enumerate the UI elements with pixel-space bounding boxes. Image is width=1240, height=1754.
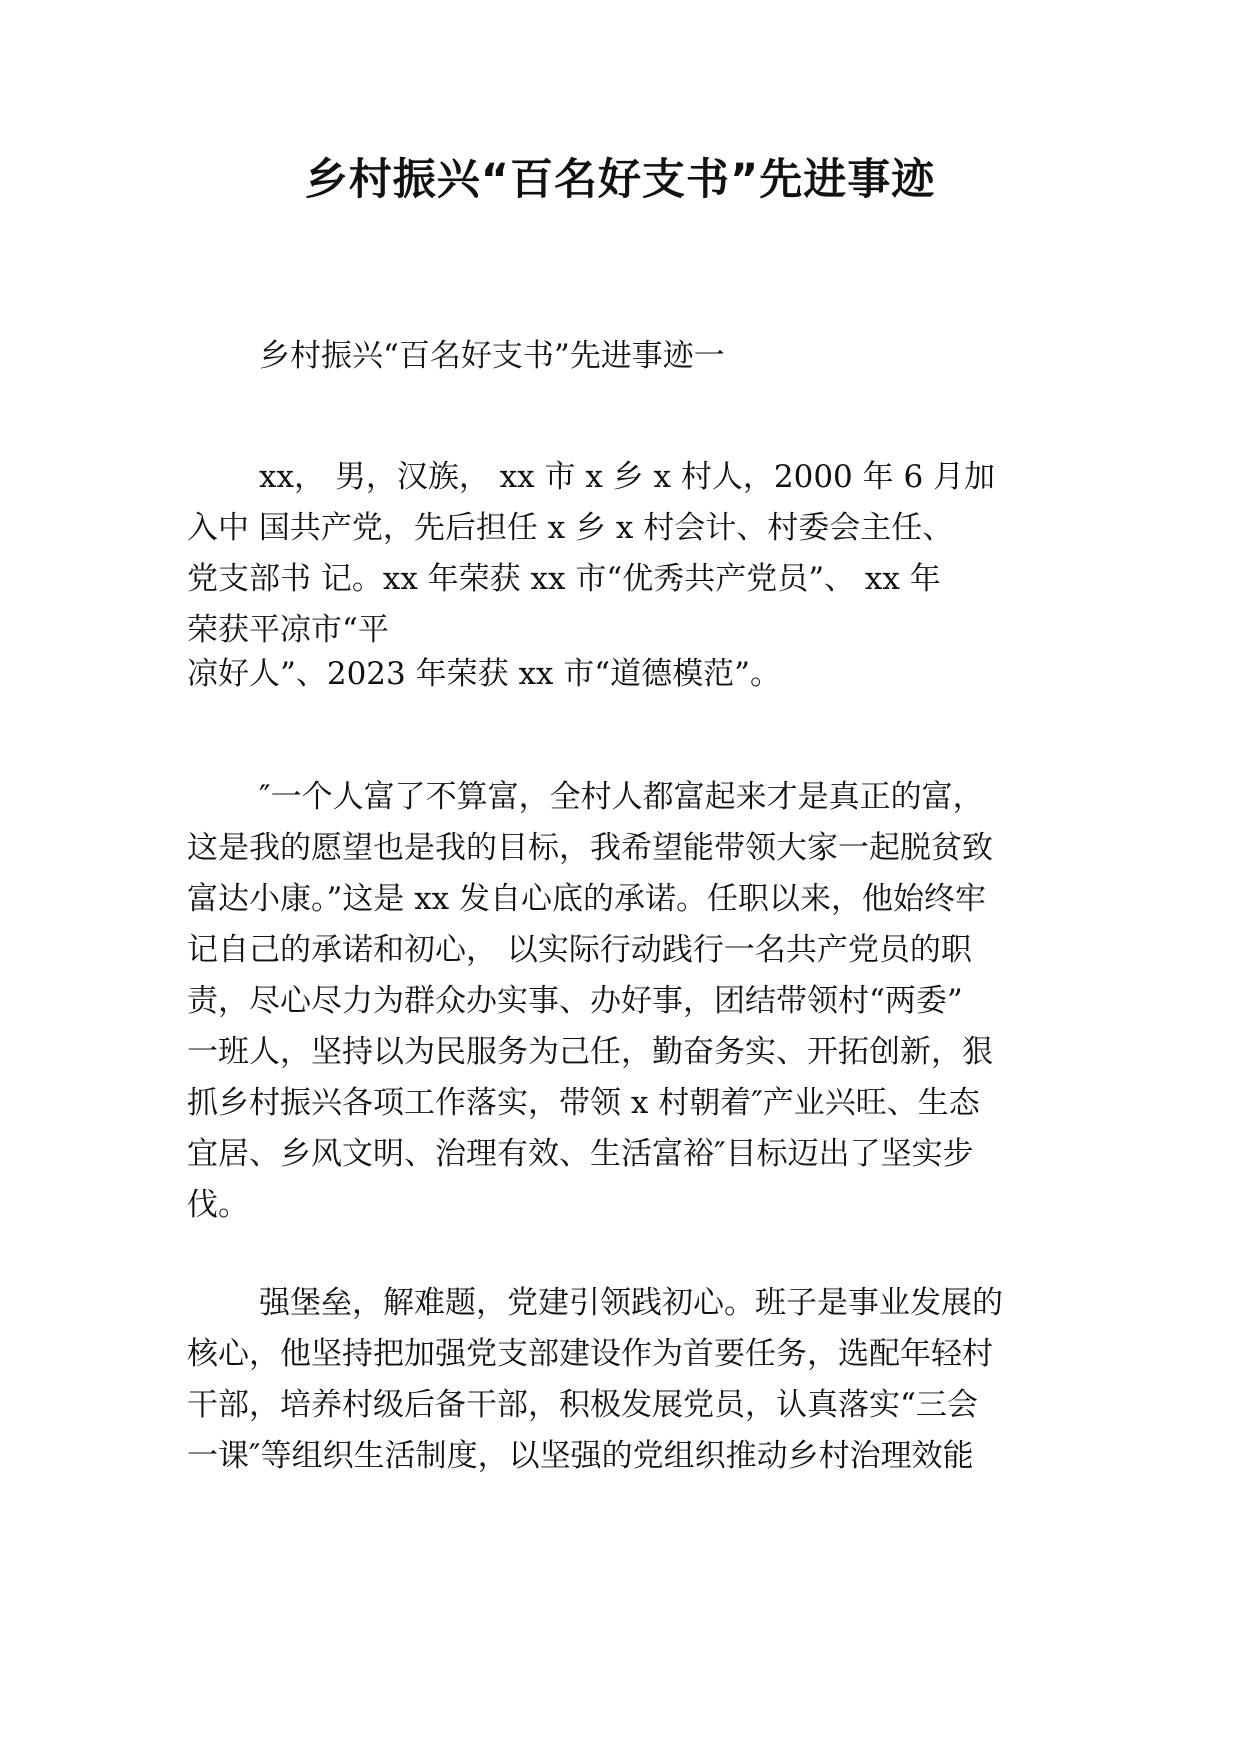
paragraph-line: 荣获平凉市“平	[187, 612, 389, 648]
paragraph-line: 富达小康。”这是 xx 发自心底的承诺。任职以来，他始终牢	[187, 881, 987, 917]
paragraph-line: 党支部书 记。xx 年荣获 xx 市“优秀共产党员”、 xx 年	[187, 561, 941, 597]
paragraph-line: 核心，他坚持把加强党支部建设作为首要任务，选配年轻村	[187, 1336, 993, 1372]
paragraph-line: 一班人，坚持以为民服务为己任，勤奋务实、开拓创新，狠	[187, 1034, 993, 1070]
paragraph-1	[187, 452, 1057, 700]
paragraph-line: 一课″等组织生活制度，以坚强的党组织推动乡村治理效能	[187, 1438, 974, 1474]
paragraph-line: 凉好人”、2023 年荣获 xx 市“道德模范”。	[187, 656, 781, 692]
section-heading: 乡村振兴“百名好支书”先进事迹一	[259, 338, 725, 374]
paragraph-line: 干部，培养村级后备干部，积极发展党员，认真落实“三会	[187, 1387, 978, 1423]
paragraph-line: 抓乡村振兴各项工作落实，带领 x 村朝着″产业兴旺、生态	[187, 1085, 980, 1121]
paragraph-line: 强堡垒，解难题，党建引领践初心。班子是事业发展的	[259, 1285, 1003, 1321]
paragraph-line: 宜居、乡风文明、治理有效、生活富裕″目标迈出了坚实步	[187, 1136, 974, 1172]
paragraph-line: 伐。	[187, 1187, 249, 1223]
paragraph-line: ″一个人富了不算富，全村人都富起来才是真正的富，	[259, 779, 984, 815]
paragraph-line: 记自己的承诺和初心， 以实际行动践行一名共产党员的职	[187, 932, 972, 968]
paragraph-line: 入中 国共产党，先后担任 x 乡 x 村会计、村委会主任、	[187, 510, 954, 546]
document-title: 乡村振兴“百名好支书”先进事迹	[304, 155, 936, 205]
paragraph-line: 这是我的愿望也是我的目标，我希望能带领大家一起脱贫致	[187, 830, 993, 866]
paragraph-3	[187, 1278, 1057, 1482]
paragraph-line: 责，尽心尽力为群众办实事、办好事，团结带领村“两委”	[187, 983, 963, 1019]
paragraph-line: xx， 男，汉族， xx 市 x 乡 x 村人，2000 年 6 月加	[259, 459, 996, 495]
paragraph-2	[187, 772, 1057, 1231]
